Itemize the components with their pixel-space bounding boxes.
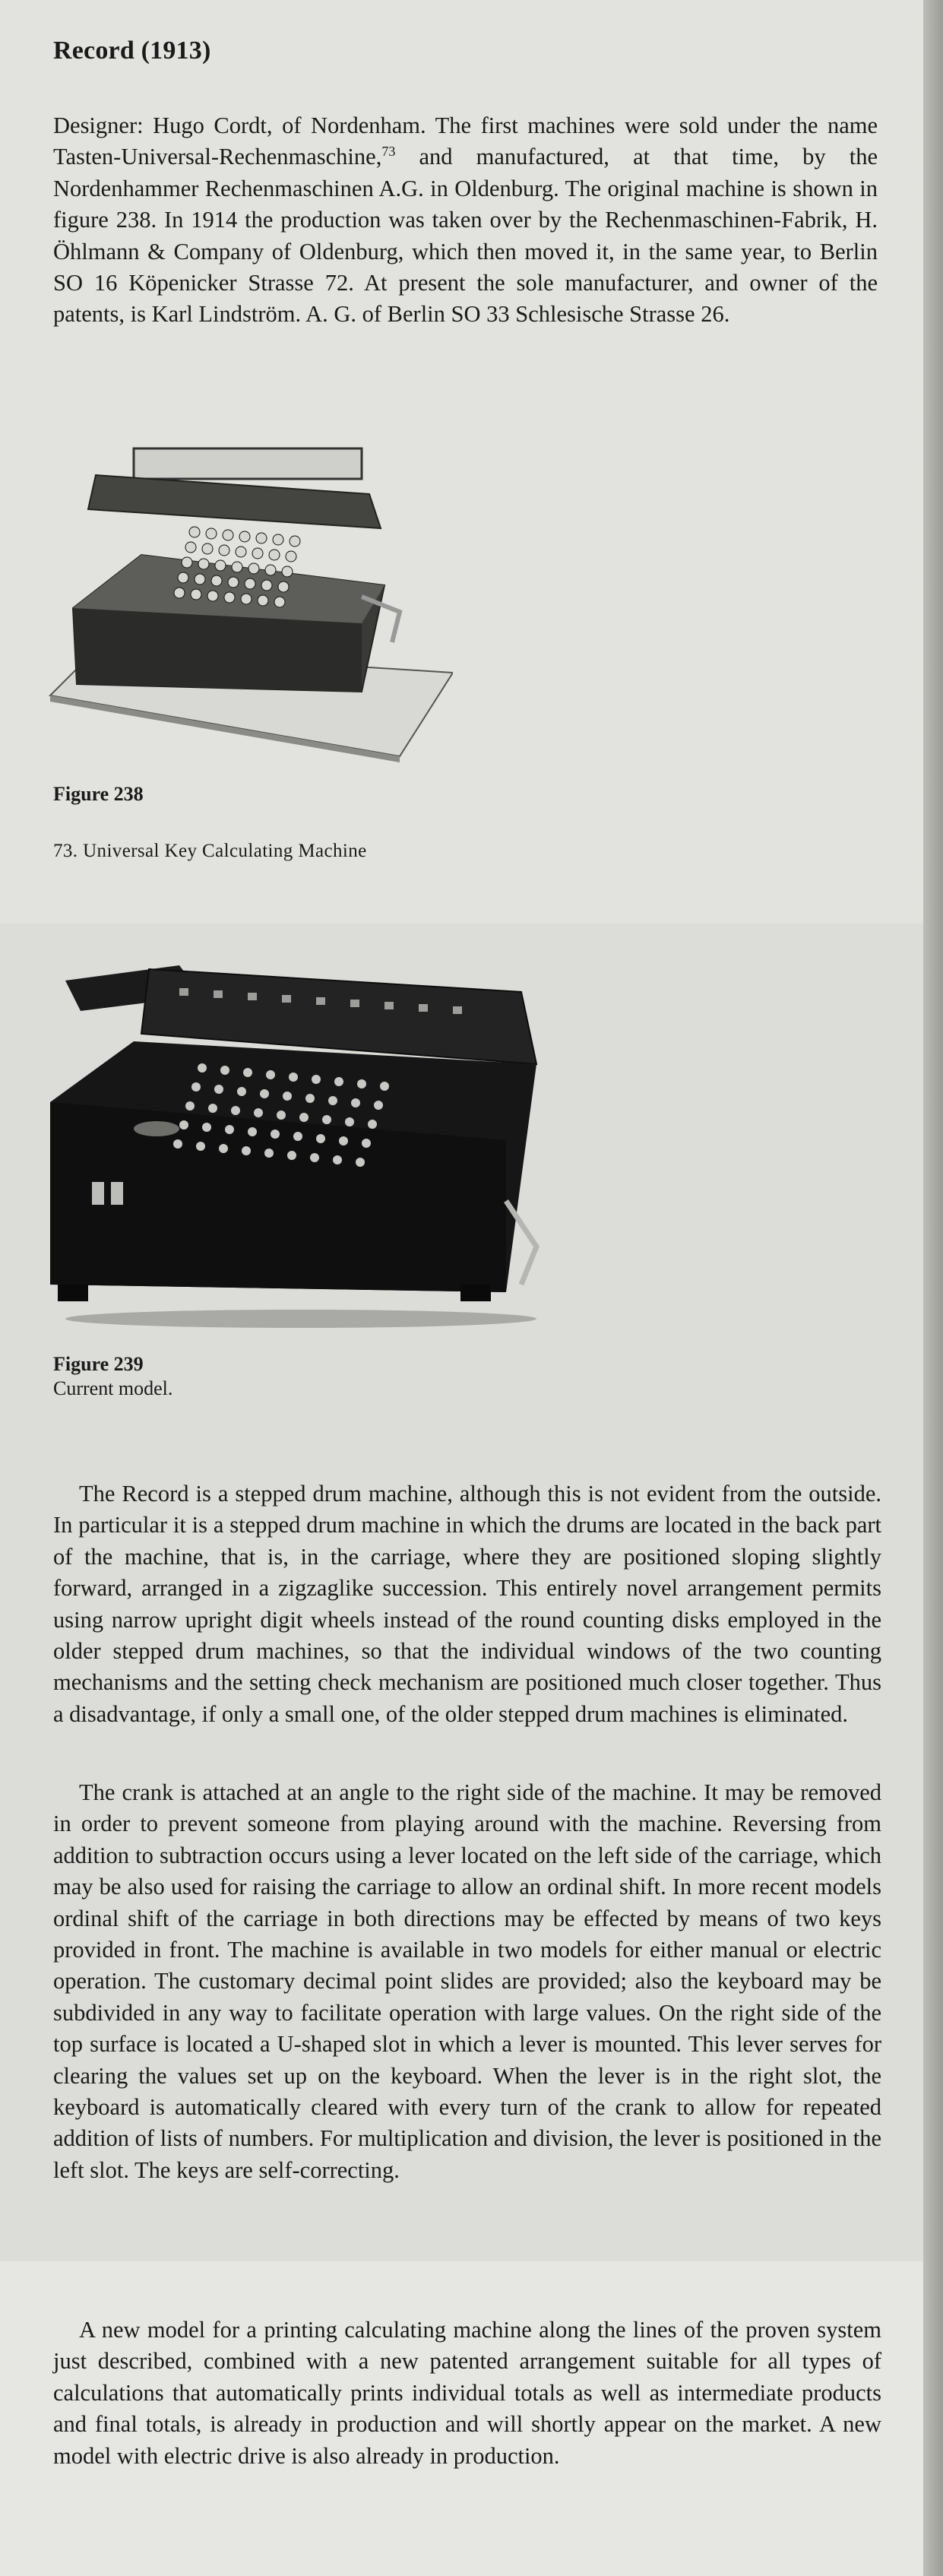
foot-left [58,1285,88,1301]
figure-239-image [50,950,552,1330]
intro-paragraph [53,110,878,331]
intro-text-end: and manufactured, at that time, by the Nordenhammer Rechenmaschinen A.G. in Oldenburg. The original machine is shown in figure 238. In 1914 the production was taken over by the Rechenmaschinen-Fabrik, H. Öhlmann & Company of Oldenburg, which then moved it, in the same year, to Berlin SO 16 Köpenicker Strasse 72. At present the sole manufacturer, and owner of the patents, is Karl Lindström. A. G. of Berlin SO 33 Schlesische Strasse 26. [53,144,878,328]
figure-239-caption: Current model. [53,1377,173,1399]
footnote-text: 73. Universal Key Calculating Machine [53,841,367,861]
figure-239-label: Figure 239 [53,1353,144,1375]
intro-text-start: Designer: Hugo Cordt, of Nordenham. The first machines were sold under the name Tasten-Universal-Rechenmaschine, [53,112,878,170]
foot-right [460,1285,491,1301]
figure-238-image [43,422,453,764]
figure-238-label: Figure 238 [53,783,144,805]
carriage-body [88,475,381,528]
body-paragraph-2: The crank is attached at an angle to the right side of the machine. It may be removed in order to prevent someone from playing around with the machine. Reversing from addition to subtraction occurs using a lever located on the left side of the carriage, which may be also used for raising the carriage to allow an ordinal shift. In more recent models ordinal shift of the carriage in both directions may be effected by means of two keys provided in front. The machine is available in two models for either manual or electric operation. The customary decimal point slides are provided; also the keyboard may be subdivided in any way to facilitate operation with large values. On the right side of the top surface is located a U-shaped slot in which a lever is mounted. This lever serves for clearing the values set up on the keyboard. When the lever is in the right slot, the keyboard is automatically cleared with every turn of the crank to allow for repeated addition of lists of numbers. For multiplication and division, the lever is positioned in the left slot. The keys are self-correcting. [53,1779,881,2183]
carriage-rail [134,448,362,479]
body-paragraph-1: The Record is a stepped drum machine, although this is not evident from the outside. In particular it is a stepped drum machine in which the drums are located in the back part of the machine, that is, in the carriage, where they are positioned sloping slightly forward, arranged in a zigzaglike succession. This entirely novel arrangement permits using narrow upright digit wheels instead of the round counting disks employed in the older stepped drum machines, so that the individual windows of the two counting mechanisms and the setting check mechanism are positioned much closer together. Thus a disadvantage, if only a small one, of the older stepped drum machines is eliminated. [53,1481,881,1727]
brand-plate [134,1121,179,1136]
footnote-reference[interactable]: 73 [381,144,396,160]
shift-key-left [92,1182,104,1205]
shift-key-right [111,1182,123,1205]
body-paragraph-3: A new model for a printing calculating machine along the lines of the proven system just described, combined with a new patented arrangement suitable for all types of calculations that automatically prints individual totals as well as intermediate products and final totals, is already in production and will shortly appear on the market. A new model with electric drive is also already in production. [53,2317,881,2469]
photo-shadow [65,1310,536,1328]
section-title: Record (1913) [53,36,211,65]
book-gutter [923,0,943,2576]
